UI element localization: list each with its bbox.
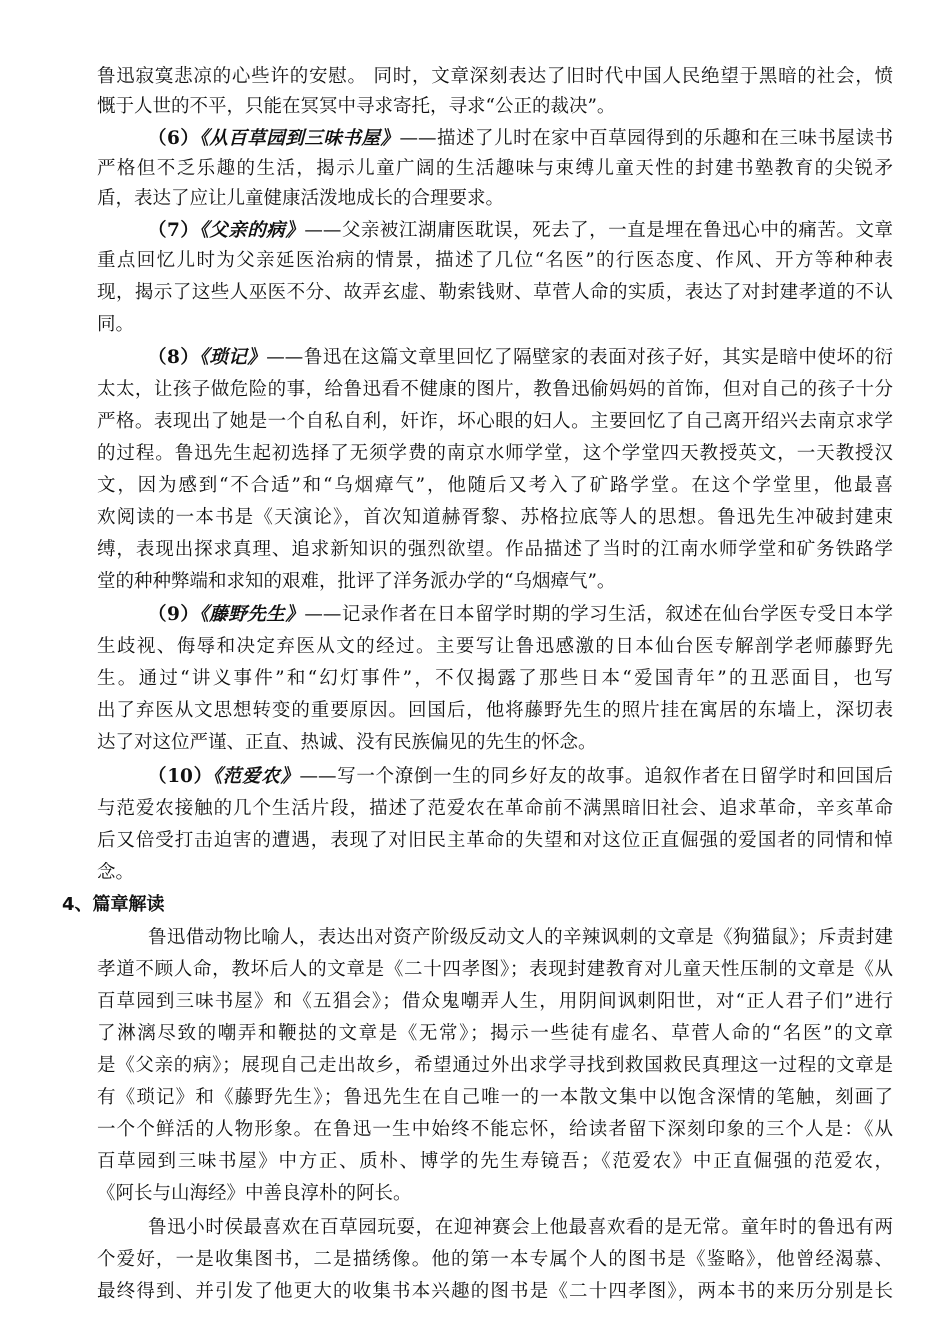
paragraph-line: 百草园到三味书屋》和《五猖会》；借众鬼嘲弄人生，用阴间讽刺阳世，对“正人君子们”进行 — [97, 991, 893, 1012]
book-title: 《琐记》 — [199, 347, 267, 368]
paragraph-line: 最终得到、并引发了他更大的收集书本兴趣的图书是《二十四孝图》，两本书的来历分别是长 — [97, 1281, 893, 1302]
item-7-line: 同。 — [97, 314, 135, 335]
item-7-line: 重点回忆儿时为父亲延医治病的情景，描述了几位“名医”的行医态度、作风、开方等种种表 — [97, 250, 893, 271]
item-8-line: 文，因为感到“不合适”和“乌烟瘴气”，他随后又考入了矿路学堂。在这个学堂里，他最喜 — [97, 475, 893, 496]
item-7-first-line — [148, 216, 893, 246]
item-8-line: 的过程。鲁迅先生起初选择了无须学费的南京水师学堂，这个学堂四天教授英文，一天教授汉 — [97, 443, 893, 464]
book-title: 《父亲的病》 — [199, 220, 305, 241]
book-title: 《从百草园到三味书屋》 — [199, 128, 400, 149]
item-9-line: 达了对这位严谨、正直、热诚、没有民族偏见的先生的怀念。 — [97, 732, 597, 753]
item-number: （7） — [148, 220, 200, 241]
item-number: （9） — [148, 604, 200, 625]
item-9-line: 生歧视、侮辱和决定弃医从文的经过。主要写让鲁迅感激的日本仙台医专解剖学老师藤野先 — [97, 636, 893, 657]
item-6-first-line — [148, 124, 893, 154]
item-number: （6） — [148, 128, 200, 149]
item-number: （8） — [148, 347, 200, 368]
paragraph-line: 百草园到三味书屋》中方正、质朴、博学的先生寿镜吾；《范爱农》中正直倔强的范爱农， — [97, 1151, 893, 1172]
item-9-line: 生。通过“讲义事件”和“幻灯事件”，不仅揭露了那些日本“爱国青年”的丑恶面目，也写 — [97, 668, 893, 689]
section-heading: 4、篇章解读 — [62, 894, 165, 915]
item-text: ——父亲被江湖庸医耽误，死去了，一直是埋在鲁迅心中的痛苦。文章 — [304, 220, 893, 241]
item-8-line: 欢阅读的一本书是《天演论》，首次知道赫胥黎、苏格拉底等人的思想。鲁迅先生冲破封建束 — [97, 507, 893, 528]
item-text: ——记录作者在日本留学时期的学习生活，叙述在仙台学医专受日本学 — [304, 604, 893, 625]
item-10-first-line — [148, 762, 893, 792]
item-text: ——鲁迅在这篇文章里回忆了隔壁家的表面对孩子好，其实是暗中使坏的衍 — [266, 347, 893, 368]
item-8-line: 太太，让孩子做危险的事，给鲁迅看不健康的图片，教鲁迅偷妈妈的首饰，但对自己的孩子十分 — [97, 379, 893, 400]
item-6-line: 盾，表达了应让儿童健康活泼地成长的合理要求。 — [97, 188, 505, 209]
book-title: 《藤野先生》 — [199, 604, 305, 625]
item-10-line: 与范爱农接触的几个生活片段，描述了范爱农在革命前不满黑暗旧社会、追求革命，辛亥革命 — [97, 798, 893, 819]
item-10-line: 后又倍受打击迫害的遭遇，表现了对旧民主革命的失望和对这位正直倔强的爱国者的同情和悼 — [97, 830, 893, 851]
paragraph-line: 有《琐记》和《藤野先生》；鲁迅先生在自己唯一的一本散文集中以饱含深情的笔触，刻画了 — [97, 1087, 893, 1108]
paragraph-line: 孝道不顾人命，教坏后人的文章是《二十四孝图》；表现封建教育对儿童天性压制的文章是《从 — [97, 959, 893, 980]
item-text: ——写一个潦倒一生的同乡好友的故事。追叙作者在日留学时和回国后 — [299, 766, 893, 787]
item-9-line: 出了弃医从文思想转变的重要原因。回国后，他将藤野先生的照片挂在寓居的东墙上，深切表 — [97, 700, 893, 721]
intro-line: 慨于人世的不平，只能在冥冥中寻求寄托，寻求“公正的裁决”。 — [97, 96, 616, 117]
item-8-line: 缚，表现出探求真理、追求新知识的强烈欲望。作品描述了当时的江南水师学堂和矿务铁路学 — [97, 539, 893, 560]
item-8-first-line — [148, 343, 893, 373]
item-8-line: 严格。表现出了她是一个自私自利，奸诈，坏心眼的妇人。主要回忆了自己离开绍兴去南京求学 — [97, 411, 893, 432]
item-8-line: 堂的种种弊端和求知的艰难，批评了洋务派办学的“乌烟瘴气”。 — [97, 571, 616, 592]
item-7-line: 现，揭示了这些人巫医不分、故弄玄虚、勒索钱财、草菅人命的实质，表达了对封建孝道的不认 — [97, 282, 893, 303]
item-10-line: 念。 — [97, 862, 135, 883]
paragraph-line: 一个个鲜活的人物形象。在鲁迅一生中始终不能忘怀，给读者留下深刻印象的三个人是：《从 — [97, 1119, 893, 1140]
item-9-first-line — [148, 600, 893, 630]
item-number: （10） — [148, 766, 213, 787]
paragraph-line: 鲁迅小时侯最喜欢在百草园玩耍，在迎神赛会上他最喜欢看的是无常。童年时的鲁迅有两 — [148, 1217, 893, 1238]
book-title: 《范爱农》 — [212, 766, 300, 787]
item-text: ——描述了儿时在家中百草园得到的乐趣和在三味书屋读书 — [399, 128, 893, 149]
item-6-line: 严格但不乏乐趣的生活，揭示儿童广阔的生活趣味与束缚儿童天性的封建书塾教育的尖锐矛 — [97, 158, 893, 179]
intro-line: 鲁迅寂寞悲凉的心些许的安慰。 同时，文章深刻表达了旧时代中国人民绝望于黑暗的社会，愤 — [97, 66, 893, 87]
paragraph-line: 鲁迅借动物比喻人，表达出对资产阶级反动文人的辛辣讽刺的文章是《狗猫鼠》；斥责封建 — [148, 927, 893, 948]
paragraph-line: 个爱好，一是收集图书，二是描绣像。他的第一本专属个人的图书是《鉴略》，他曾经渴慕、 — [97, 1249, 893, 1270]
paragraph-line: 是《父亲的病》；展现自己走出故乡，希望通过外出求学寻找到救国救民真理这一过程的文章是 — [97, 1055, 893, 1076]
paragraph-line: 了淋漓尽致的嘲弄和鞭挞的文章是《无常》；揭示一些徒有虚名、草菅人命的“名医”的文章 — [97, 1023, 893, 1044]
paragraph-line: 《阿长与山海经》中善良淳朴的阿长。 — [97, 1183, 412, 1204]
